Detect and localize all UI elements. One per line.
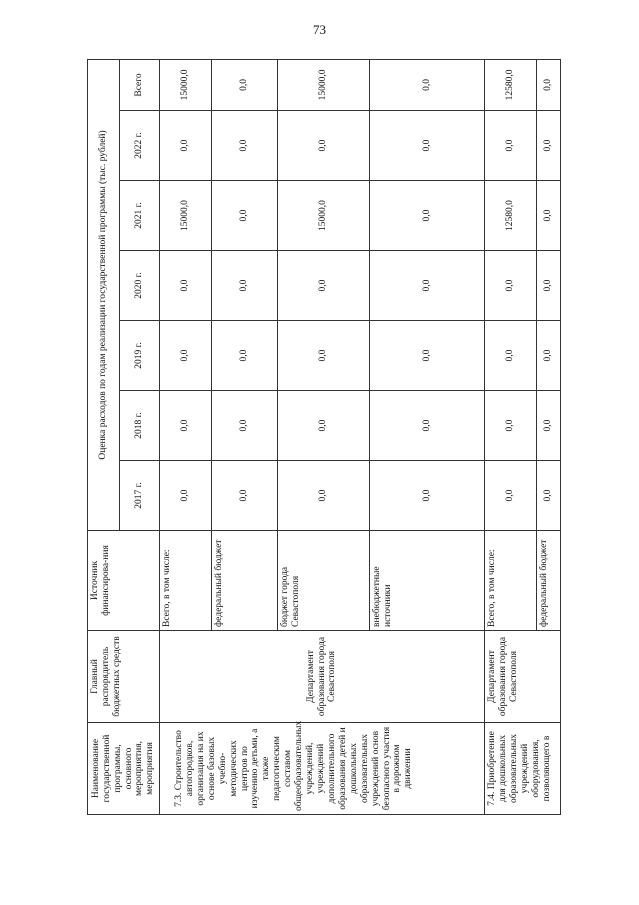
value-cell: 15000,0 xyxy=(278,181,370,251)
value-cell: 0,0 xyxy=(485,321,537,391)
value-cell: 15000,0 xyxy=(160,181,212,251)
value-cell: 0,0 xyxy=(212,251,278,321)
value-cell: 0,0 xyxy=(370,391,485,461)
value-cell: 12580,0 xyxy=(485,181,537,251)
budget-table xyxy=(87,59,561,815)
value-cell: 0,0 xyxy=(370,59,485,110)
value-cell: 0,0 xyxy=(485,391,537,461)
header-year: 2020 г. xyxy=(120,251,160,321)
value-cell: 0,0 xyxy=(537,391,561,461)
page-number: 73 xyxy=(313,22,326,37)
measure-name: 7.4. Приобретение для дошкольных образовательных учреждений оборудования, позволяющего в xyxy=(485,723,561,815)
value-cell: 0,0 xyxy=(370,181,485,251)
header-year: 2022 г. xyxy=(120,111,160,181)
value-cell: 0,0 xyxy=(485,461,537,531)
value-cell: 0,0 xyxy=(212,321,278,391)
table-row xyxy=(485,59,537,814)
value-cell: 0,0 xyxy=(212,181,278,251)
funding-source: Всего, в том числе: xyxy=(485,531,537,631)
funding-source: Всего, в том числе: xyxy=(160,531,212,631)
value-cell: 0,0 xyxy=(370,111,485,181)
value-cell: 0,0 xyxy=(212,461,278,531)
header-year: 2018 г. xyxy=(120,391,160,461)
header-year: 2017 г. xyxy=(120,461,160,531)
header-manager: Главный распорядитель бюджетных средств xyxy=(88,631,160,723)
value-cell: 0,0 xyxy=(370,321,485,391)
funding-source: федеральный бюджет xyxy=(537,531,561,631)
value-cell: 0,0 xyxy=(278,111,370,181)
value-cell: 15000,0 xyxy=(278,59,370,110)
value-cell: 0,0 xyxy=(278,391,370,461)
value-cell: 0,0 xyxy=(537,181,561,251)
measure-name: 7.3. Строительство автогородков, организация на их основе базовых учебно-методических центров по изучению детьми, а также педагогическим составом общеобразовательных учреждений, учреждений дополнительного образования детей и дошкольных образовательных учреждений основ безопасного участия в дорожном движении xyxy=(160,723,485,815)
funding-source: бюджет города Севастополя xyxy=(278,531,370,631)
value-cell: 0,0 xyxy=(278,251,370,321)
value-cell: 0,0 xyxy=(278,321,370,391)
value-cell: 0,0 xyxy=(537,59,561,110)
value-cell: 0,0 xyxy=(212,59,278,110)
value-cell: 0,0 xyxy=(537,111,561,181)
rotated-table-container xyxy=(87,60,560,815)
value-cell: 0,0 xyxy=(160,391,212,461)
value-cell: 15000,0 xyxy=(160,59,212,110)
value-cell: 12580,0 xyxy=(485,59,537,110)
manager-name: Департамент образования города Севастополя xyxy=(485,631,561,723)
value-cell: 0,0 xyxy=(160,321,212,391)
table-row xyxy=(160,59,212,814)
header-year: 2019 г. xyxy=(120,321,160,391)
value-cell: 0,0 xyxy=(370,251,485,321)
value-cell: 0,0 xyxy=(160,251,212,321)
value-cell: 0,0 xyxy=(160,461,212,531)
value-cell: 0,0 xyxy=(212,111,278,181)
funding-source: федеральный бюджет xyxy=(212,531,278,631)
manager-name: Департамент образования города Севастополя xyxy=(160,631,485,723)
value-cell: 0,0 xyxy=(278,461,370,531)
value-cell: 0,0 xyxy=(370,461,485,531)
header-name: Наименование государственной программы, основного мероприятия, мероприятия xyxy=(88,723,160,815)
value-cell: 0,0 xyxy=(485,251,537,321)
value-cell: 0,0 xyxy=(537,461,561,531)
header-source: Источник финансирова-ния xyxy=(88,531,160,631)
header-year: 2021 г. xyxy=(120,181,160,251)
funding-source: внебюджетные источники xyxy=(370,531,485,631)
header-total: Всего xyxy=(120,59,160,110)
value-cell: 0,0 xyxy=(537,251,561,321)
value-cell: 0,0 xyxy=(212,391,278,461)
value-cell: 0,0 xyxy=(160,111,212,181)
value-cell: 0,0 xyxy=(537,321,561,391)
value-cell: 0,0 xyxy=(485,111,537,181)
header-estimate: Оценка расходов по годам реализации государственной программы (тыс. рублей) xyxy=(88,59,120,530)
